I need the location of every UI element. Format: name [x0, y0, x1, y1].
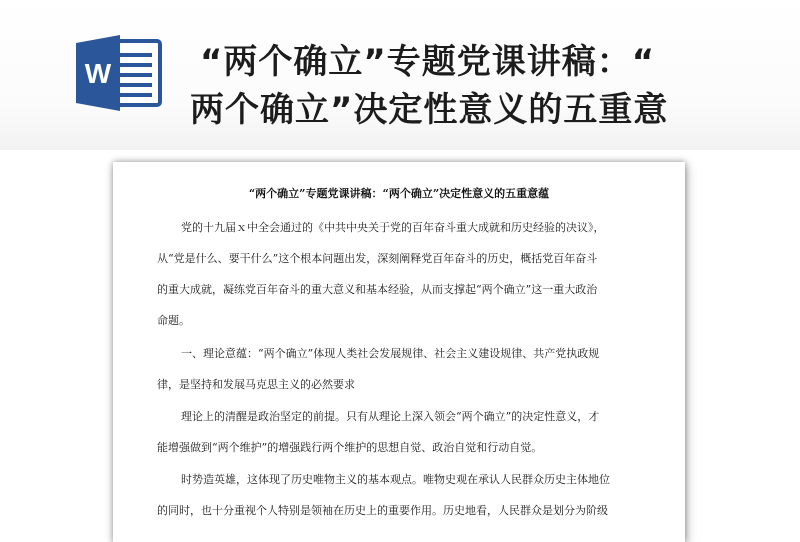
- document-line: 的同时，也十分重视个人特别是领袖在历史上的重要作用。历史地看，人民群众是划分为阶级: [157, 504, 608, 517]
- logo-letter: W: [84, 58, 112, 89]
- document-title: “两个确立”专题党课讲稿：“两个确立”决定性意义的五重意蕴: [248, 187, 550, 200]
- word-icon: [74, 33, 166, 113]
- document-line: 律，是坚持和发展马克思主义的必然要求: [157, 378, 355, 391]
- banner-title-line-2: 两个确立”决定性意义的五重意: [190, 90, 669, 130]
- document-line: 从“党是什么、要干什么”这个根本问题出发，深刻阐释党百年奋斗的历史，概括党百年奋斗: [157, 252, 598, 265]
- document-line: 的重大成就，凝练党百年奋斗的重大意义和基本经验，从而支撑起“两个确立”这一重大政治: [157, 283, 598, 296]
- banner-title-line-1: “两个确立”专题党课讲稿：“: [200, 42, 656, 82]
- document-line: 党的十九届ｘ中全会通过的《中共中央关于党的百年奋斗重大成就和历史经验的决议》，: [181, 221, 605, 234]
- document-line: 命题。: [157, 314, 190, 327]
- document-page: [113, 162, 685, 542]
- document-line: 时势造英雄，这体现了历史唯物主义的基本观点。唯物史观在承认人民群众历史主体地位: [181, 473, 610, 486]
- document-line: 能增强做到“两个维护”的增强践行两个维护的思想自觉、政治自觉和行动自觉。: [157, 441, 543, 454]
- banner-header: [0, 0, 800, 150]
- document-line: 理论上的清醒是政治坚定的前提。只有从理论上深入领会“两个确立”的决定性意义，才: [181, 410, 600, 423]
- document-line: 一、理论意蕴：“两个确立”体现人类社会发展规律、社会主义建设规律、共产党执政规: [181, 347, 600, 360]
